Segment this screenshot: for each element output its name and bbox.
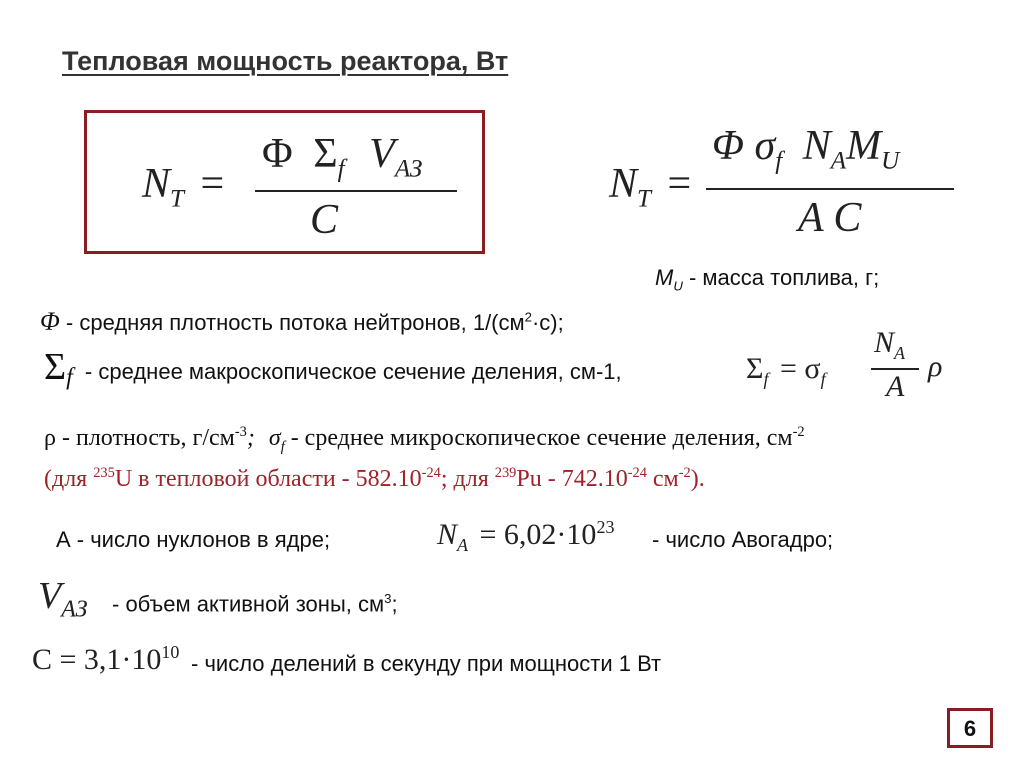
formula2-fraction-line bbox=[706, 188, 954, 190]
avogadro-formula: $N_A = 6,02\cdot 10^{23}$ bbox=[437, 517, 615, 555]
formula2-numerator: Φ $\sigma_f$ $N_AM_U$ bbox=[712, 123, 900, 175]
formula1-fraction-line bbox=[255, 190, 457, 192]
phi-definition: Φ - средняя плотность потока нейтронов, $1/(см^2\cdot с)$; bbox=[40, 307, 564, 336]
sigma-formula-rho: ρ bbox=[928, 350, 943, 383]
a-definition: А - число нуклонов в ядре; bbox=[56, 527, 331, 552]
sigma-formula-denominator: A bbox=[886, 370, 905, 403]
c-definition: - число делений в секунду при мощности 1 Вт bbox=[191, 651, 662, 676]
c-formula: $C = 3,1\cdot 10^{10}$ bbox=[32, 642, 180, 676]
formula1-lhs: $N_T$ = bbox=[142, 161, 225, 213]
formula2-denominator: A C bbox=[798, 195, 862, 241]
sigma-definition: $\Sigma_f$ - среднее макроскопическое сечение деления, см-1, bbox=[44, 346, 622, 391]
vaz-symbol: $V_{АЗ}$ bbox=[38, 575, 88, 623]
avogadro-definition: - число Авогадро; bbox=[652, 527, 834, 552]
formula2-lhs: $N_T$ = bbox=[609, 161, 692, 213]
formula1-denominator: C bbox=[310, 197, 339, 243]
cross-section-values: (для $^{235}$U в тепловой области - $582.10^{-24}$; для $^{239}Pu - 742.10^{-24}$ $см^{-2}$). bbox=[44, 465, 705, 492]
mu-definition: $M_U$ - масса топлива, г; bbox=[655, 265, 880, 294]
sigma-formula-numerator: $N_A$ bbox=[874, 326, 906, 363]
vaz-definition: - объем активной зоны, $см^3$; bbox=[112, 591, 398, 617]
page-number: 6 bbox=[947, 708, 993, 748]
sigma-formula: $\Sigma_f = \sigma_f$ bbox=[746, 352, 826, 389]
formula1-numerator: Φ $\Sigma_f$ $V_{АЗ}$ bbox=[262, 131, 423, 183]
page-title: Тепловая мощность реактора, Вт bbox=[62, 46, 509, 76]
rho-definition: ρ - плотность, $г/см^{-3}$; $\sigma_f$ - среднее микроскопическое сечение деления, $см^{-2}$ bbox=[44, 424, 805, 455]
